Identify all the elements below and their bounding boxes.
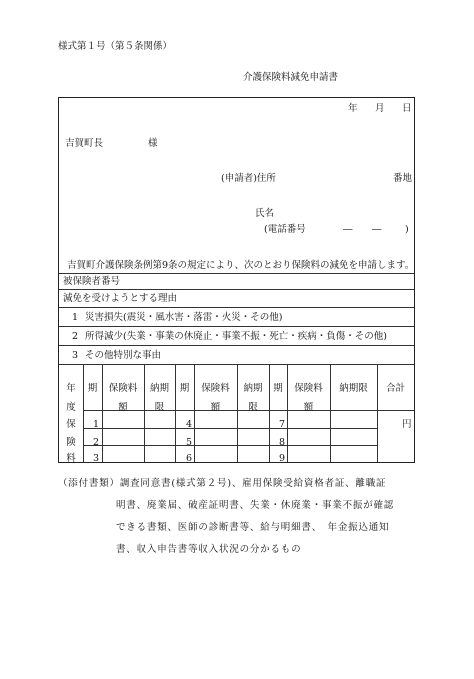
- col-deadline3-right: [377, 364, 378, 462]
- header-amount-1b: 額: [118, 402, 128, 413]
- date-day: 日: [402, 103, 412, 114]
- attachments-note: [58, 473, 430, 561]
- header-amount-3a: 保険料: [294, 383, 323, 394]
- header-deadline-2a: 納期: [243, 383, 263, 394]
- reason-2-text: 所得減少(失業・事業の休廃止・事業不振・死亡・疾病・負傷・その他): [85, 331, 387, 342]
- col-amount2-right: [237, 364, 238, 462]
- header-period-3: 期: [273, 383, 283, 394]
- applicant-name-label: 氏名: [255, 208, 275, 219]
- insured-number-label: 被保険者番号: [63, 276, 121, 287]
- header-amount-2a: 保険料: [201, 383, 230, 394]
- reason-1-number: 1: [72, 312, 79, 323]
- header-deadline-1a: 納期: [149, 383, 169, 394]
- reason-label: 減免を受けようとする理由: [63, 293, 178, 304]
- fiscal-label-1: 年: [66, 383, 76, 394]
- rule-reason-top: [59, 289, 414, 290]
- col-deadline1-right: [175, 364, 176, 462]
- date-year: 年: [348, 103, 358, 114]
- document-title: 介護保険料減免申請書: [243, 72, 339, 83]
- rule-reason2-top: [59, 326, 414, 327]
- col-period1-right: [102, 364, 103, 462]
- fiscal-label-2: 度: [66, 402, 76, 413]
- reason-3-text: その他特別な事由: [85, 350, 162, 361]
- applicant-address-suffix: 番地: [393, 173, 413, 184]
- col-amount3-right: [330, 364, 331, 462]
- application-form: [58, 97, 415, 463]
- rule-reason1-top: [59, 307, 414, 308]
- period-1: 1: [93, 419, 100, 430]
- period-6: 6: [186, 453, 193, 464]
- header-period-1: 期: [87, 383, 98, 394]
- attachments-line-4: 書、収入申告書等収入状況の分かるもの: [116, 544, 302, 555]
- period-4: 4: [186, 419, 193, 430]
- date-month: 月: [375, 103, 385, 114]
- applicant-address-label: (申請者)住所: [221, 173, 276, 184]
- header-deadline-2b: 限: [248, 402, 258, 413]
- col-period3-right: [287, 364, 288, 462]
- reason-3-number: 3: [72, 350, 79, 361]
- period-5: 5: [186, 437, 193, 448]
- insurance-label-2: 険: [66, 437, 76, 448]
- attachments-line-2: 明書、廃業届、破産証明書、失業・休廃業・事業不振が確認: [116, 500, 395, 511]
- insurance-label-3: 料: [66, 453, 76, 464]
- applicant-phone-label: (電話番号: [264, 224, 306, 235]
- addressee-honorific: 様: [148, 138, 158, 149]
- header-period-2: 期: [179, 383, 190, 394]
- period-3: 3: [93, 453, 100, 464]
- header-amount-1a: 保険料: [108, 383, 138, 394]
- header-total: 合計: [385, 383, 405, 394]
- header-amount-3b: 額: [303, 402, 314, 413]
- insurance-label-1: 保: [66, 419, 76, 430]
- col-deadline2-right: [269, 364, 270, 462]
- col-fiscal-right: [83, 364, 84, 462]
- phone-dash-2: ―: [372, 224, 382, 235]
- total-unit: 円: [402, 419, 412, 430]
- period-2: 2: [93, 437, 100, 448]
- period-8: 8: [279, 437, 286, 448]
- reason-1-text: 災害損失(震災・風水害・落雷・火災・その他): [85, 312, 283, 323]
- col-amount1-right: [144, 364, 145, 462]
- period-7: 7: [279, 419, 286, 430]
- form-number: 様式第１号（第５条関係）: [58, 41, 173, 52]
- attachments-line-1: 調査同意書(様式第２号)、雇用保険受給資格者証、離職証: [119, 478, 387, 489]
- period-9: 9: [279, 453, 286, 464]
- col-period2-right: [194, 364, 195, 462]
- reason-2-number: 2: [72, 331, 79, 342]
- phone-dash-1: ―: [343, 224, 353, 235]
- addressee-town: 吉賀町長: [65, 138, 104, 149]
- attachments-label: （添付書類）: [58, 478, 120, 489]
- rule-insured-top: [59, 273, 414, 274]
- rule-reason3-top: [59, 345, 414, 346]
- rule-row-2: [83, 445, 377, 446]
- phone-close: ): [405, 224, 409, 235]
- header-deadline-3: 納期限: [339, 383, 368, 394]
- header-amount-2b: 額: [210, 402, 221, 413]
- rule-row-1: [83, 428, 377, 429]
- attachments-line-3: できる書類、医師の診断書等、給与明細書、 年金振込通知: [116, 522, 390, 533]
- application-statement: 吉賀町介護保険条例第9条の規定により、次のとおり保険料の減免を申請します。: [67, 260, 415, 271]
- header-deadline-1b: 限: [154, 402, 165, 413]
